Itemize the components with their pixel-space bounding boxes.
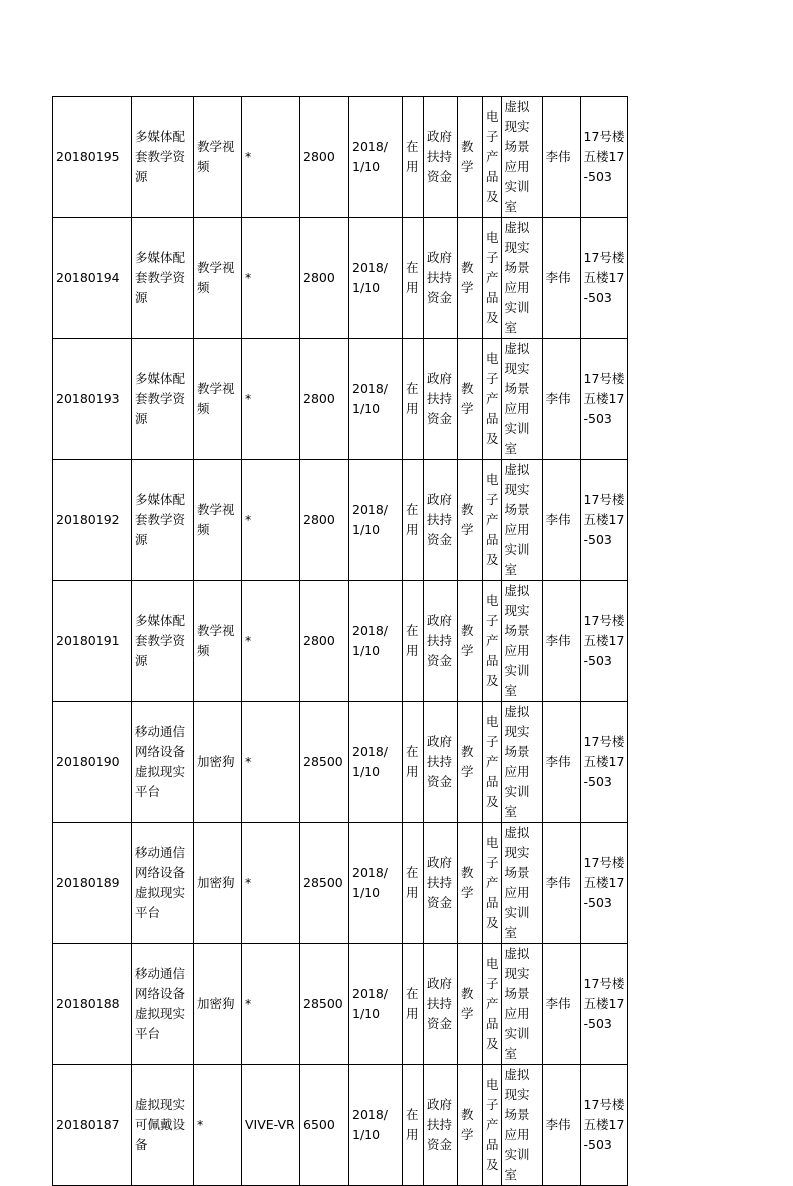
- room-cell: 虚拟现实场景应用实训室: [501, 339, 542, 460]
- asset-id-cell: 20180187: [53, 1065, 132, 1186]
- asset-id-cell: 20180188: [53, 944, 132, 1065]
- model-cell: 加密狗: [194, 944, 242, 1065]
- usage-cell: 教学: [458, 944, 483, 1065]
- table-row: [53, 97, 628, 218]
- purchase-date-cell: 2018/1/10: [349, 581, 403, 702]
- funding-cell: 政府扶持资金: [424, 581, 458, 702]
- status-cell: 在用: [403, 944, 424, 1065]
- status-cell: 在用: [403, 823, 424, 944]
- category-cell: 电子产品及: [483, 702, 502, 823]
- keeper-cell: 李伟: [542, 339, 580, 460]
- table-row: [53, 218, 628, 339]
- funding-cell: 政府扶持资金: [424, 460, 458, 581]
- funding-cell: 政府扶持资金: [424, 97, 458, 218]
- keeper-cell: 李伟: [542, 581, 580, 702]
- category-cell: 电子产品及: [483, 581, 502, 702]
- spec-cell: *: [242, 702, 300, 823]
- location-cell: 17号楼五楼17-503: [580, 218, 627, 339]
- usage-cell: 教学: [458, 97, 483, 218]
- price-cell: 2800: [300, 218, 349, 339]
- keeper-cell: 李伟: [542, 218, 580, 339]
- keeper-cell: 李伟: [542, 944, 580, 1065]
- spec-cell: *: [242, 823, 300, 944]
- keeper-cell: 李伟: [542, 460, 580, 581]
- category-cell: 电子产品及: [483, 218, 502, 339]
- asset-id-cell: 20180191: [53, 581, 132, 702]
- funding-cell: 政府扶持资金: [424, 702, 458, 823]
- asset-name-cell: 移动通信网络设备虚拟现实平台: [132, 944, 194, 1065]
- asset-name-cell: 多媒体配套教学资源: [132, 97, 194, 218]
- room-cell: 虚拟现实场景应用实训室: [501, 218, 542, 339]
- table-row: [53, 460, 628, 581]
- purchase-date-cell: 2018/1/10: [349, 823, 403, 944]
- usage-cell: 教学: [458, 460, 483, 581]
- location-cell: 17号楼五楼17-503: [580, 581, 627, 702]
- price-cell: 28500: [300, 944, 349, 1065]
- location-cell: 17号楼五楼17-503: [580, 823, 627, 944]
- room-cell: 虚拟现实场景应用实训室: [501, 460, 542, 581]
- location-cell: 17号楼五楼17-503: [580, 97, 627, 218]
- purchase-date-cell: 2018/1/10: [349, 460, 403, 581]
- model-cell: 加密狗: [194, 702, 242, 823]
- usage-cell: 教学: [458, 218, 483, 339]
- category-cell: 电子产品及: [483, 1065, 502, 1186]
- room-cell: 虚拟现实场景应用实训室: [501, 944, 542, 1065]
- purchase-date-cell: 2018/1/10: [349, 97, 403, 218]
- asset-name-cell: 多媒体配套教学资源: [132, 581, 194, 702]
- usage-cell: 教学: [458, 823, 483, 944]
- price-cell: 2800: [300, 460, 349, 581]
- model-cell: 教学视频: [194, 460, 242, 581]
- asset-name-cell: 多媒体配套教学资源: [132, 460, 194, 581]
- asset-id-cell: 20180190: [53, 702, 132, 823]
- usage-cell: 教学: [458, 339, 483, 460]
- category-cell: 电子产品及: [483, 460, 502, 581]
- asset-name-cell: 虚拟现实可佩戴设备: [132, 1065, 194, 1186]
- asset-id-cell: 20180195: [53, 97, 132, 218]
- table-row: [53, 339, 628, 460]
- model-cell: 教学视频: [194, 218, 242, 339]
- funding-cell: 政府扶持资金: [424, 218, 458, 339]
- room-cell: 虚拟现实场景应用实训室: [501, 1065, 542, 1186]
- asset-id-cell: 20180194: [53, 218, 132, 339]
- asset-name-cell: 多媒体配套教学资源: [132, 339, 194, 460]
- price-cell: 2800: [300, 339, 349, 460]
- model-cell: *: [194, 1065, 242, 1186]
- spec-cell: *: [242, 944, 300, 1065]
- price-cell: 6500: [300, 1065, 349, 1186]
- status-cell: 在用: [403, 581, 424, 702]
- room-cell: 虚拟现实场景应用实训室: [501, 581, 542, 702]
- location-cell: 17号楼五楼17-503: [580, 944, 627, 1065]
- location-cell: 17号楼五楼17-503: [580, 460, 627, 581]
- spec-cell: *: [242, 460, 300, 581]
- funding-cell: 政府扶持资金: [424, 1065, 458, 1186]
- status-cell: 在用: [403, 218, 424, 339]
- usage-cell: 教学: [458, 1065, 483, 1186]
- asset-name-cell: 移动通信网络设备虚拟现实平台: [132, 702, 194, 823]
- usage-cell: 教学: [458, 702, 483, 823]
- table-row: [53, 702, 628, 823]
- category-cell: 电子产品及: [483, 97, 502, 218]
- price-cell: 28500: [300, 823, 349, 944]
- price-cell: 2800: [300, 97, 349, 218]
- usage-cell: 教学: [458, 581, 483, 702]
- spec-cell: *: [242, 339, 300, 460]
- model-cell: 教学视频: [194, 339, 242, 460]
- location-cell: 17号楼五楼17-503: [580, 339, 627, 460]
- table-row: [53, 944, 628, 1065]
- asset-name-cell: 移动通信网络设备虚拟现实平台: [132, 823, 194, 944]
- keeper-cell: 李伟: [542, 823, 580, 944]
- keeper-cell: 李伟: [542, 1065, 580, 1186]
- spec-cell: *: [242, 97, 300, 218]
- model-cell: 加密狗: [194, 823, 242, 944]
- spec-cell: *: [242, 581, 300, 702]
- asset-id-cell: 20180189: [53, 823, 132, 944]
- status-cell: 在用: [403, 460, 424, 581]
- table-row: [53, 1065, 628, 1186]
- keeper-cell: 李伟: [542, 97, 580, 218]
- status-cell: 在用: [403, 702, 424, 823]
- funding-cell: 政府扶持资金: [424, 823, 458, 944]
- category-cell: 电子产品及: [483, 339, 502, 460]
- status-cell: 在用: [403, 1065, 424, 1186]
- keeper-cell: 李伟: [542, 702, 580, 823]
- category-cell: 电子产品及: [483, 823, 502, 944]
- asset-id-cell: 20180192: [53, 460, 132, 581]
- funding-cell: 政府扶持资金: [424, 339, 458, 460]
- room-cell: 虚拟现实场景应用实训室: [501, 823, 542, 944]
- asset-name-cell: 多媒体配套教学资源: [132, 218, 194, 339]
- spec-cell: VIVE-VR: [242, 1065, 300, 1186]
- table-row: [53, 823, 628, 944]
- model-cell: 教学视频: [194, 97, 242, 218]
- asset-table: [52, 96, 628, 1186]
- funding-cell: 政府扶持资金: [424, 944, 458, 1065]
- location-cell: 17号楼五楼17-503: [580, 1065, 627, 1186]
- asset-id-cell: 20180193: [53, 339, 132, 460]
- room-cell: 虚拟现实场景应用实训室: [501, 97, 542, 218]
- status-cell: 在用: [403, 97, 424, 218]
- purchase-date-cell: 2018/1/10: [349, 339, 403, 460]
- status-cell: 在用: [403, 339, 424, 460]
- model-cell: 教学视频: [194, 581, 242, 702]
- purchase-date-cell: 2018/1/10: [349, 218, 403, 339]
- price-cell: 2800: [300, 581, 349, 702]
- purchase-date-cell: 2018/1/10: [349, 1065, 403, 1186]
- price-cell: 28500: [300, 702, 349, 823]
- table-body: [53, 97, 628, 1186]
- purchase-date-cell: 2018/1/10: [349, 702, 403, 823]
- room-cell: 虚拟现实场景应用实训室: [501, 702, 542, 823]
- location-cell: 17号楼五楼17-503: [580, 702, 627, 823]
- table-row: [53, 581, 628, 702]
- category-cell: 电子产品及: [483, 944, 502, 1065]
- spec-cell: *: [242, 218, 300, 339]
- purchase-date-cell: 2018/1/10: [349, 944, 403, 1065]
